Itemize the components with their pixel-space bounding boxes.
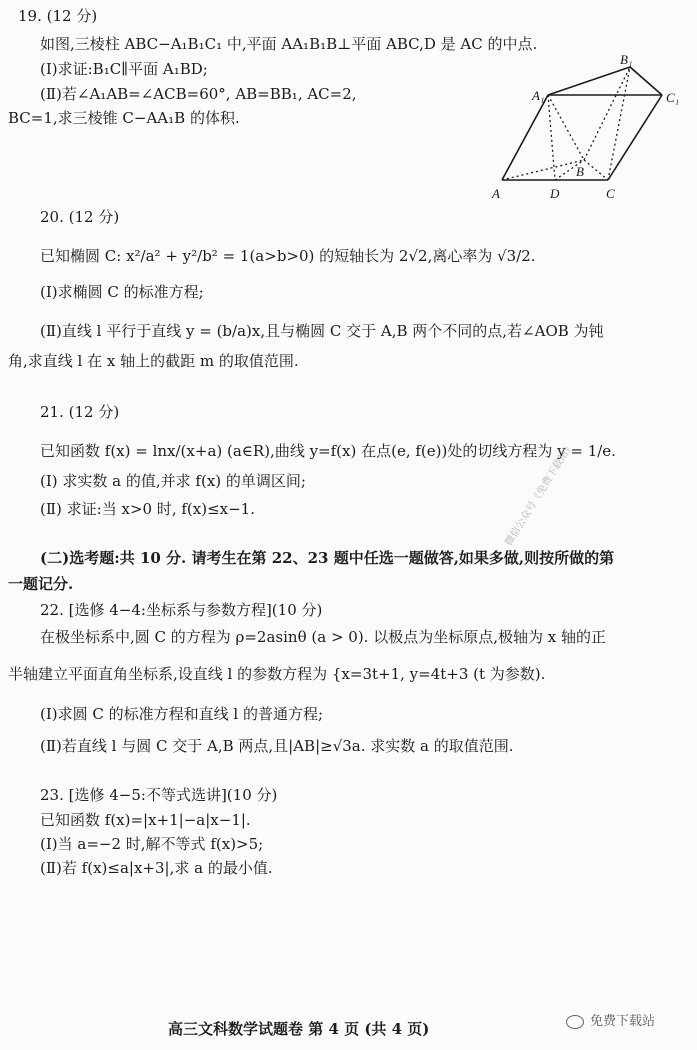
q23-stem: 已知函数 f(x)=|x+1|−a|x−1|. [40, 811, 251, 829]
label-b: B [576, 164, 584, 179]
edge-a1-d [548, 95, 555, 180]
edge-a-b [502, 160, 584, 180]
label-c1: C₁ [666, 90, 680, 105]
q21-part2: (Ⅱ) 求证:当 x>0 时, f(x)≤x−1. [40, 500, 255, 518]
q20-number: 20. (12 分) [40, 208, 120, 226]
brand-label: 免费下载站 [590, 1014, 656, 1029]
q20-part1: (Ⅰ)求椭圆 C 的标准方程; [40, 283, 204, 301]
label-c: C [606, 186, 615, 201]
q20-part2a: (Ⅱ)直线 l 平行于直线 y = (b/a)x,且与椭圆 C 交于 A,B 两个不同的点,若∠AOB 为钝 [40, 322, 604, 340]
section-heading-line1: (二)选考题:共 10 分. 请考生在第 22、23 题中任选一题做答,如果多做,则按所做的第 [40, 549, 615, 567]
q22-number: 22. [选修 4−4:坐标系与参数方程](10 分) [40, 601, 323, 619]
edge-b-c [584, 160, 608, 180]
q19-part2b: BC=1,求三棱锥 C−AA₁B 的体积. [8, 109, 240, 127]
wechat-icon [566, 1015, 584, 1029]
q22-stem1: 在极坐标系中,圆 C 的方程为 ρ=2asinθ (a > 0). 以极点为坐标原点,极轴为 x 轴的正 [40, 628, 606, 646]
q21-stem: 已知函数 f(x) = lnx/(x+a) (a∈R),曲线 y=f(x) 在点(e, f(e))处的切线方程为 y = 1/e. [40, 442, 616, 460]
label-a1: A₁ [532, 88, 545, 103]
brand-badge [566, 1010, 655, 1029]
q19-number: 19. (12 分) [18, 7, 98, 25]
edge-b1-c1 [630, 67, 662, 95]
label-b1: B₁ [620, 52, 633, 67]
q23-part2: (Ⅱ)若 f(x)≤a|x+3|,求 a 的最小值. [40, 859, 273, 877]
edge-c1-c [608, 95, 662, 180]
page-footer: 高三文科数学试题卷 第 4 页 (共 4 页) [168, 1020, 430, 1038]
q21-number: 21. (12 分) [40, 403, 120, 421]
q22-stem2: 半轴建立平面直角坐标系,设直线 l 的参数方程为 {x=3t+1, y=4t+3 (t 为参数). [8, 665, 546, 683]
q19-stem: 如图,三棱柱 ABC−A₁B₁C₁ 中,平面 AA₁B₁B⊥平面 ABC,D 是 AC 的中点. [40, 35, 538, 53]
watermark: 微信公众号《免费下载站》 [503, 440, 577, 548]
label-a: A [492, 186, 500, 201]
q19-part1: (Ⅰ)求证:B₁C∥平面 A₁BD; [40, 60, 208, 78]
section-heading-line2: 一题记分. [8, 575, 74, 593]
q19-part2a: (Ⅱ)若∠A₁AB=∠ACB=60°, AB=BB₁, AC=2, [40, 85, 357, 103]
q22-part2: (Ⅱ)若直线 l 与圆 C 交于 A,B 两点,且|AB|≥√3a. 求实数 a 的取值范围. [40, 737, 514, 755]
q20-part2b: 角,求直线 l 在 x 轴上的截距 m 的取值范围. [8, 352, 299, 370]
q20-stem: 已知椭圆 C: x²/a² + y²/b² = 1(a>b>0) 的短轴长为 2√2,离心率为 √3/2. [40, 247, 536, 265]
q21-part1: (Ⅰ) 求实数 a 的值,并求 f(x) 的单调区间; [40, 472, 306, 490]
prism-figure [488, 50, 688, 210]
edge-a-a1 [502, 95, 548, 180]
q23-part1: (Ⅰ)当 a=−2 时,解不等式 f(x)>5; [40, 835, 264, 853]
edge-a1-b [548, 95, 584, 160]
label-d: D [550, 186, 560, 201]
q22-part1: (Ⅰ)求圆 C 的标准方程和直线 l 的普通方程; [40, 705, 324, 723]
q23-number: 23. [选修 4−5:不等式选讲](10 分) [40, 786, 278, 804]
